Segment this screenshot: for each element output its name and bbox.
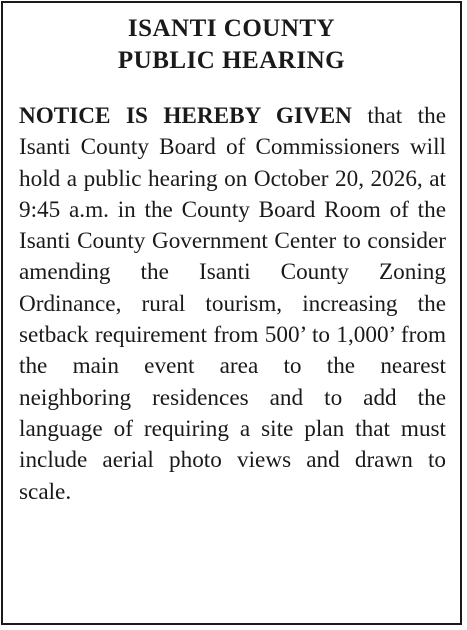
notice-body	[19, 101, 446, 508]
title-public-hearing: PUBLIC HEARING	[117, 47, 346, 74]
title-county: ISANTI COUNTY	[127, 15, 336, 42]
notice-lead: NOTICE IS HEREBY GIVEN	[19, 103, 352, 129]
notice-body-text: that the Isanti County Board of Commissioners will hold a public hearing on October 20, 2026, at 9:45 a.m. in the County Board Room of the Isanti County Government Center to consider amending the Isanti County Zoning Ordinance, rural tourism, increasing the setback requirement from 500’ to 1,000’ from the main event area to the nearest neighboring residences and to add the language of requiring a site plan that must include aerial photo views and drawn to scale.	[19, 103, 446, 505]
notice-title	[3, 13, 460, 77]
public-hearing-notice	[1, 1, 462, 625]
